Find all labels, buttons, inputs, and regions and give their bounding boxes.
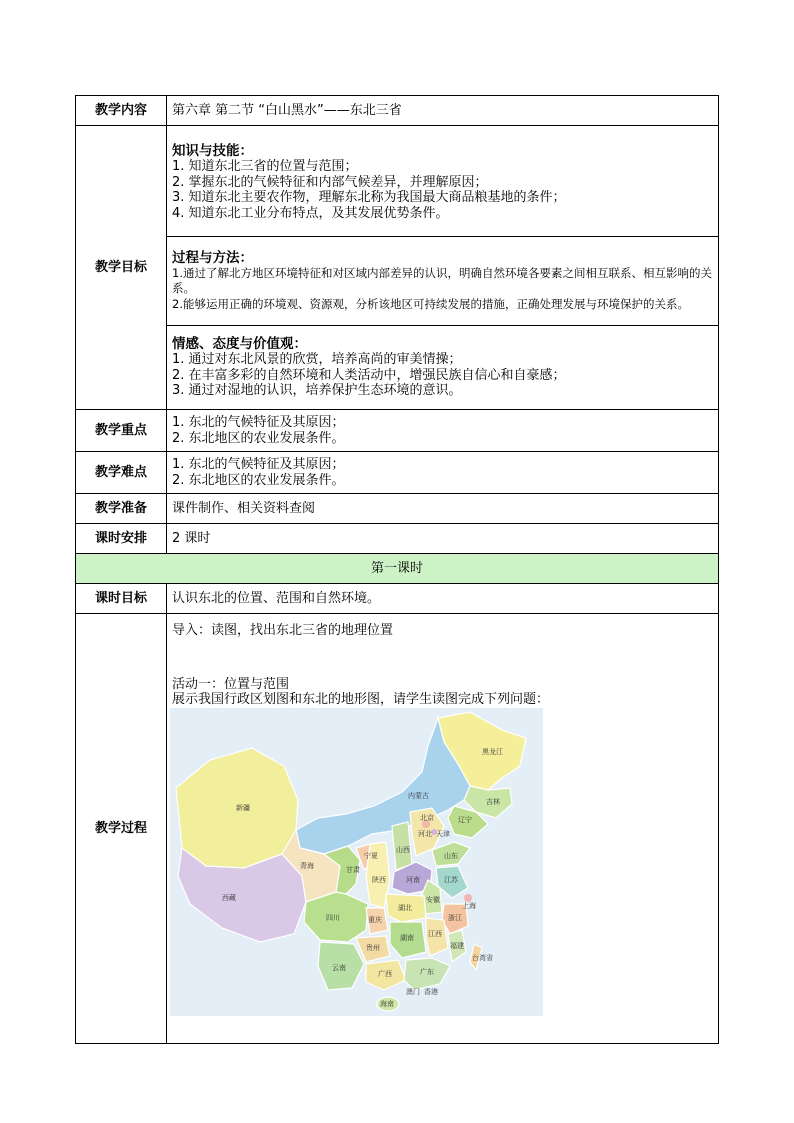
difficulties-label: 教学难点 bbox=[76, 452, 167, 494]
label-zhejiang: 浙江 bbox=[448, 913, 462, 922]
goals-process bbox=[167, 237, 719, 326]
lesson-goal-label: 课时目标 bbox=[76, 584, 167, 614]
content-label: 教学内容 bbox=[76, 96, 167, 126]
label-jiangsu: 江苏 bbox=[444, 875, 458, 884]
difficulties-value bbox=[167, 452, 719, 494]
label-jiangxi: 江西 bbox=[428, 929, 442, 938]
label-jilin: 吉林 bbox=[486, 797, 500, 806]
emotion-item-3: 3. 通过对湿地的认识，培养保护生态环境的意识。 bbox=[172, 383, 462, 399]
label-hunan: 湖南 bbox=[400, 933, 414, 942]
activity-desc: 展示我国行政区划图和东北的地形图，请学生读图完成下列问题： bbox=[172, 692, 550, 707]
goals-emotion bbox=[167, 326, 719, 410]
difficulty-1: 1. 东北的气候特征及其原因； bbox=[172, 457, 345, 472]
process-goal-item-2: 2.能够运用正确的环境观、资源观，分析该地区可持续发展的措施，正确处理发展与环境保护的关系。 bbox=[172, 296, 689, 311]
schedule-label: 课时安排 bbox=[76, 524, 167, 554]
label-shanxi: 山西 bbox=[396, 845, 410, 854]
label-chongqing: 重庆 bbox=[368, 915, 382, 924]
goals-knowledge bbox=[167, 126, 719, 237]
key-points-label: 教学重点 bbox=[76, 410, 167, 452]
label-fujian: 福建 bbox=[450, 941, 464, 950]
key-points-value bbox=[167, 410, 719, 452]
label-taiwan: 台湾省 bbox=[472, 953, 493, 962]
process-goal-item-1: 1.通过了解北方地区环境特征和对区域内部差异的认识，明确自然环境各要素之间相互联系、相互影响的关系。 bbox=[172, 265, 712, 296]
label-gansu: 甘肃 bbox=[346, 865, 360, 874]
label-liaoning: 辽宁 bbox=[458, 815, 472, 824]
key-point-1: 1. 东北的气候特征及其原因； bbox=[172, 415, 345, 430]
label-guizhou: 贵州 bbox=[366, 943, 380, 952]
lesson-plan-table bbox=[75, 95, 719, 1044]
label-xinjiang: 新疆 bbox=[236, 803, 250, 812]
label-anhui: 安徽 bbox=[426, 895, 440, 904]
label-hubei: 湖北 bbox=[398, 903, 412, 912]
label-tianjin: 天津 bbox=[436, 829, 450, 838]
label-ningxia: 宁夏 bbox=[364, 851, 378, 860]
label-neimenggu: 内蒙古 bbox=[408, 791, 429, 800]
label-macau: 澳门 bbox=[406, 987, 420, 996]
content-value: 第六章 第二节 “白山黑水”——东北三省 bbox=[167, 96, 719, 126]
knowledge-item-3: 3. 知道东北主要农作物，理解东北称为我国最大商品粮基地的条件； bbox=[172, 190, 566, 205]
label-yunnan: 云南 bbox=[332, 963, 346, 972]
emotion-title: 情感、态度与价值观： bbox=[172, 336, 307, 353]
key-point-2: 2. 东北地区的农业发展条件。 bbox=[172, 430, 345, 446]
emotion-item-2: 2. 在丰富多彩的自然环境和人类活动中，增强民族自信心和自豪感； bbox=[172, 367, 566, 383]
label-shanghai: 上海 bbox=[462, 901, 476, 910]
difficulty-2: 2. 东北地区的农业发展条件。 bbox=[172, 472, 345, 488]
schedule-value: 2 课时 bbox=[167, 524, 719, 554]
label-heilongjiang: 黑龙江 bbox=[482, 747, 503, 756]
label-hebei: 河北 bbox=[418, 829, 432, 838]
process-intro: 导入：读图，找出东北三省的地理位置 bbox=[172, 623, 394, 638]
label-xizang: 西藏 bbox=[222, 893, 236, 902]
label-sichuan: 四川 bbox=[326, 913, 340, 922]
label-hongkong: 香港 bbox=[424, 987, 438, 996]
lesson-header: 第一课时 bbox=[76, 554, 719, 584]
knowledge-item-1: 1. 知道东北三省的位置与范围； bbox=[172, 159, 358, 174]
label-guangxi: 广西 bbox=[378, 969, 392, 978]
knowledge-item-4: 4. 知道东北工业分布特点，及其发展优势条件。 bbox=[172, 205, 449, 221]
preparation-label: 教学准备 bbox=[76, 494, 167, 524]
label-shaanxi: 陕西 bbox=[372, 875, 386, 884]
knowledge-title: 知识与技能： bbox=[172, 143, 253, 159]
china-province-map bbox=[170, 708, 543, 1016]
label-guangdong: 广东 bbox=[420, 967, 434, 976]
process-goal-title: 过程与方法： bbox=[172, 249, 253, 266]
emotion-item-1: 1. 通过对东北风景的欣赏，培养高尚的审美情操； bbox=[172, 352, 462, 368]
activity-title: 活动一：位置与范围 bbox=[172, 676, 290, 692]
knowledge-item-2: 2. 掌握东北的气候特征和内部气候差异，并理解原因； bbox=[172, 174, 488, 190]
map-svg bbox=[170, 708, 543, 1016]
lesson-goal-value: 认识东北的位置、范围和自然环境。 bbox=[167, 584, 719, 614]
label-henan: 河南 bbox=[406, 875, 420, 884]
label-beijing: 北京 bbox=[420, 813, 434, 822]
goals-label: 教学目标 bbox=[76, 126, 167, 410]
preparation-value: 课件制作、相关资料查阅 bbox=[167, 494, 719, 524]
label-shandong: 山东 bbox=[444, 851, 458, 860]
process-content bbox=[167, 614, 719, 1044]
label-hainan: 海南 bbox=[380, 999, 394, 1008]
label-qinghai: 青海 bbox=[300, 861, 314, 870]
process-label: 教学过程 bbox=[76, 614, 167, 1044]
